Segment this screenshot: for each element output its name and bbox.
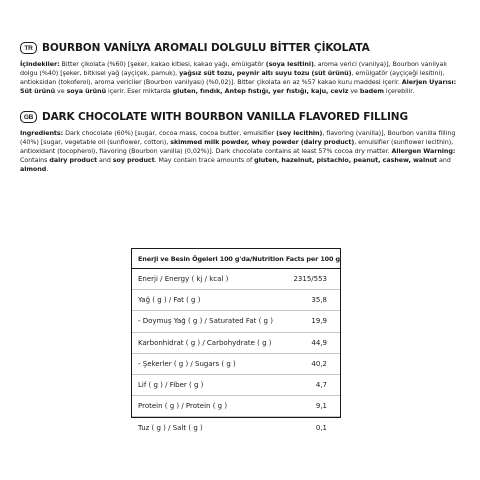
nutrient-value: 44,9: [311, 338, 327, 347]
text-segment: , emulsifier (sunflower lecithin), antioxidant (tocopherol), flavoring (Bourbon vanilla) (0,02%)]. Dark chocolate contains at least 57% cocoa dry matter.: [20, 139, 454, 156]
text-segment: Bitter çikolata (%60) [şeker, kakao kitlesi, kakao yağı, emülgatör: [59, 61, 266, 68]
english-product-title: DARK CHOCOLATE WITH BOURBON VANILLA FLAVORED FILLING: [42, 111, 408, 123]
bold-segment: dairy product: [49, 157, 98, 165]
turkish-heading: [20, 40, 464, 56]
turkish-product-title: BOURBON VANİLYA AROMALI DOLGULU BİTTER ÇİKOLATA: [42, 42, 370, 54]
nutrition-row-energy: [132, 269, 340, 290]
nutrition-row-salt: [132, 417, 340, 438]
bold-segment: almond: [20, 166, 47, 174]
text-segment: and: [437, 157, 451, 165]
nutrient-label: Protein ( g ) / Protein ( g ): [138, 402, 228, 411]
text-segment: , flavoring (vanilla)], Bourbon vanilla filling (40%) [sugar, vegetable oil (sunflower, cotton),: [20, 130, 456, 147]
allergen-label: Allergen Warning:: [391, 148, 456, 156]
text-segment: ve: [55, 88, 67, 96]
nutrient-label: - Şekerler ( g ) / Sugars ( g ): [138, 359, 236, 368]
tr-language-badge: TR: [20, 42, 37, 54]
bold-segment: (soya lesitini): [265, 61, 314, 68]
ingredients-label: İçindekiler:: [20, 61, 60, 68]
bold-segment: yağsız süt tozu, peynir altı suyu tozu (süt ürünü): [179, 70, 352, 78]
bold-segment: soy product: [112, 157, 155, 165]
nutrient-label: Yağ ( g ) / Fat ( g ): [138, 296, 201, 305]
nutrient-value: 35,8: [311, 296, 327, 305]
bold-segment: skimmed milk powder, whey powder (dairy product): [170, 139, 355, 147]
nutrient-value: 2315/553: [293, 275, 327, 284]
nutrition-table-header: Enerji ve Besin Ögeleri 100 g'da/Nutrition Facts per 100 g: [132, 249, 340, 269]
nutrient-value: 40,2: [311, 359, 327, 368]
text-segment: .: [46, 166, 49, 174]
text-segment: . May contain trace amounts of: [154, 157, 255, 165]
nutrition-row-saturated-fat: [132, 311, 340, 332]
nutrition-facts-table: [131, 248, 341, 432]
turkish-ingredients-text: [20, 60, 464, 96]
nutrient-value: 0,1: [315, 423, 327, 432]
nutrition-row-carbohydrate: [132, 333, 340, 354]
bold-segment: Süt ürünü: [20, 88, 56, 96]
turkish-section: [20, 40, 464, 96]
nutrient-label: Enerji / Energy ( kj / kcal ): [138, 275, 229, 284]
text-segment: and: [97, 157, 113, 165]
gb-language-badge: GB: [20, 111, 37, 123]
nutrient-label: Karbonhidrat ( g ) / Carbohydrate ( g ): [138, 338, 272, 347]
english-ingredients-text: [20, 129, 464, 174]
nutrition-row-protein: [132, 396, 340, 417]
text-segment: Contains: [20, 157, 50, 165]
bold-segment: gluten, fındık, Antep fıstığı, yer fıstığı, kaju, ceviz: [172, 88, 349, 96]
ingredients-label: Ingredients:: [20, 130, 64, 137]
bold-segment: soya ürünü: [66, 88, 107, 96]
nutrient-value: 19,9: [311, 317, 327, 326]
bold-segment: badem: [359, 88, 384, 96]
nutrition-row-fat: [132, 290, 340, 311]
text-segment: ve: [348, 88, 360, 96]
nutrient-value: 9,1: [315, 402, 327, 411]
english-heading: [20, 109, 464, 125]
nutrient-label: Tuz ( g ) / Salt ( g ): [138, 423, 203, 432]
nutrient-label: Lif ( g ) / Fiber ( g ): [138, 381, 204, 390]
text-segment: Dark chocolate (60%) [sugar, cocoa mass, cocoa butter, emulsifier: [63, 130, 277, 137]
english-section: [20, 109, 464, 174]
text-segment: içerir. Eser miktarda: [106, 88, 173, 96]
nutrient-label: - Doymuş Yağ ( g ) / Saturated Fat ( g ): [138, 317, 273, 326]
text-segment: içerebilir.: [383, 88, 415, 96]
nutrition-row-sugars: [132, 354, 340, 375]
allergen-label: Alerjen Uyarısı:: [401, 79, 457, 87]
nutrient-value: 4,7: [315, 381, 327, 390]
bold-segment: gluten, hazelnut, pistachio, peanut, cashew, walnut: [254, 157, 438, 165]
nutrition-row-fiber: [132, 375, 340, 396]
text-segment: , emülgatör (ayçiçeği lesitini), antioksidan (tokoferol), aroma vericiler (Bourbon vanilyası) (%0,02)]. Bitter çikolata en az %57 kakao kuru maddesi içerir.: [20, 70, 445, 87]
bold-segment: (soy lecithin): [276, 130, 323, 137]
text-segment: , aroma verici (vanilya)], Bourbon vanilyalı dolgu (%40) [şeker, bitkisel yağ (ayçiçek, pamuk),: [20, 61, 447, 78]
